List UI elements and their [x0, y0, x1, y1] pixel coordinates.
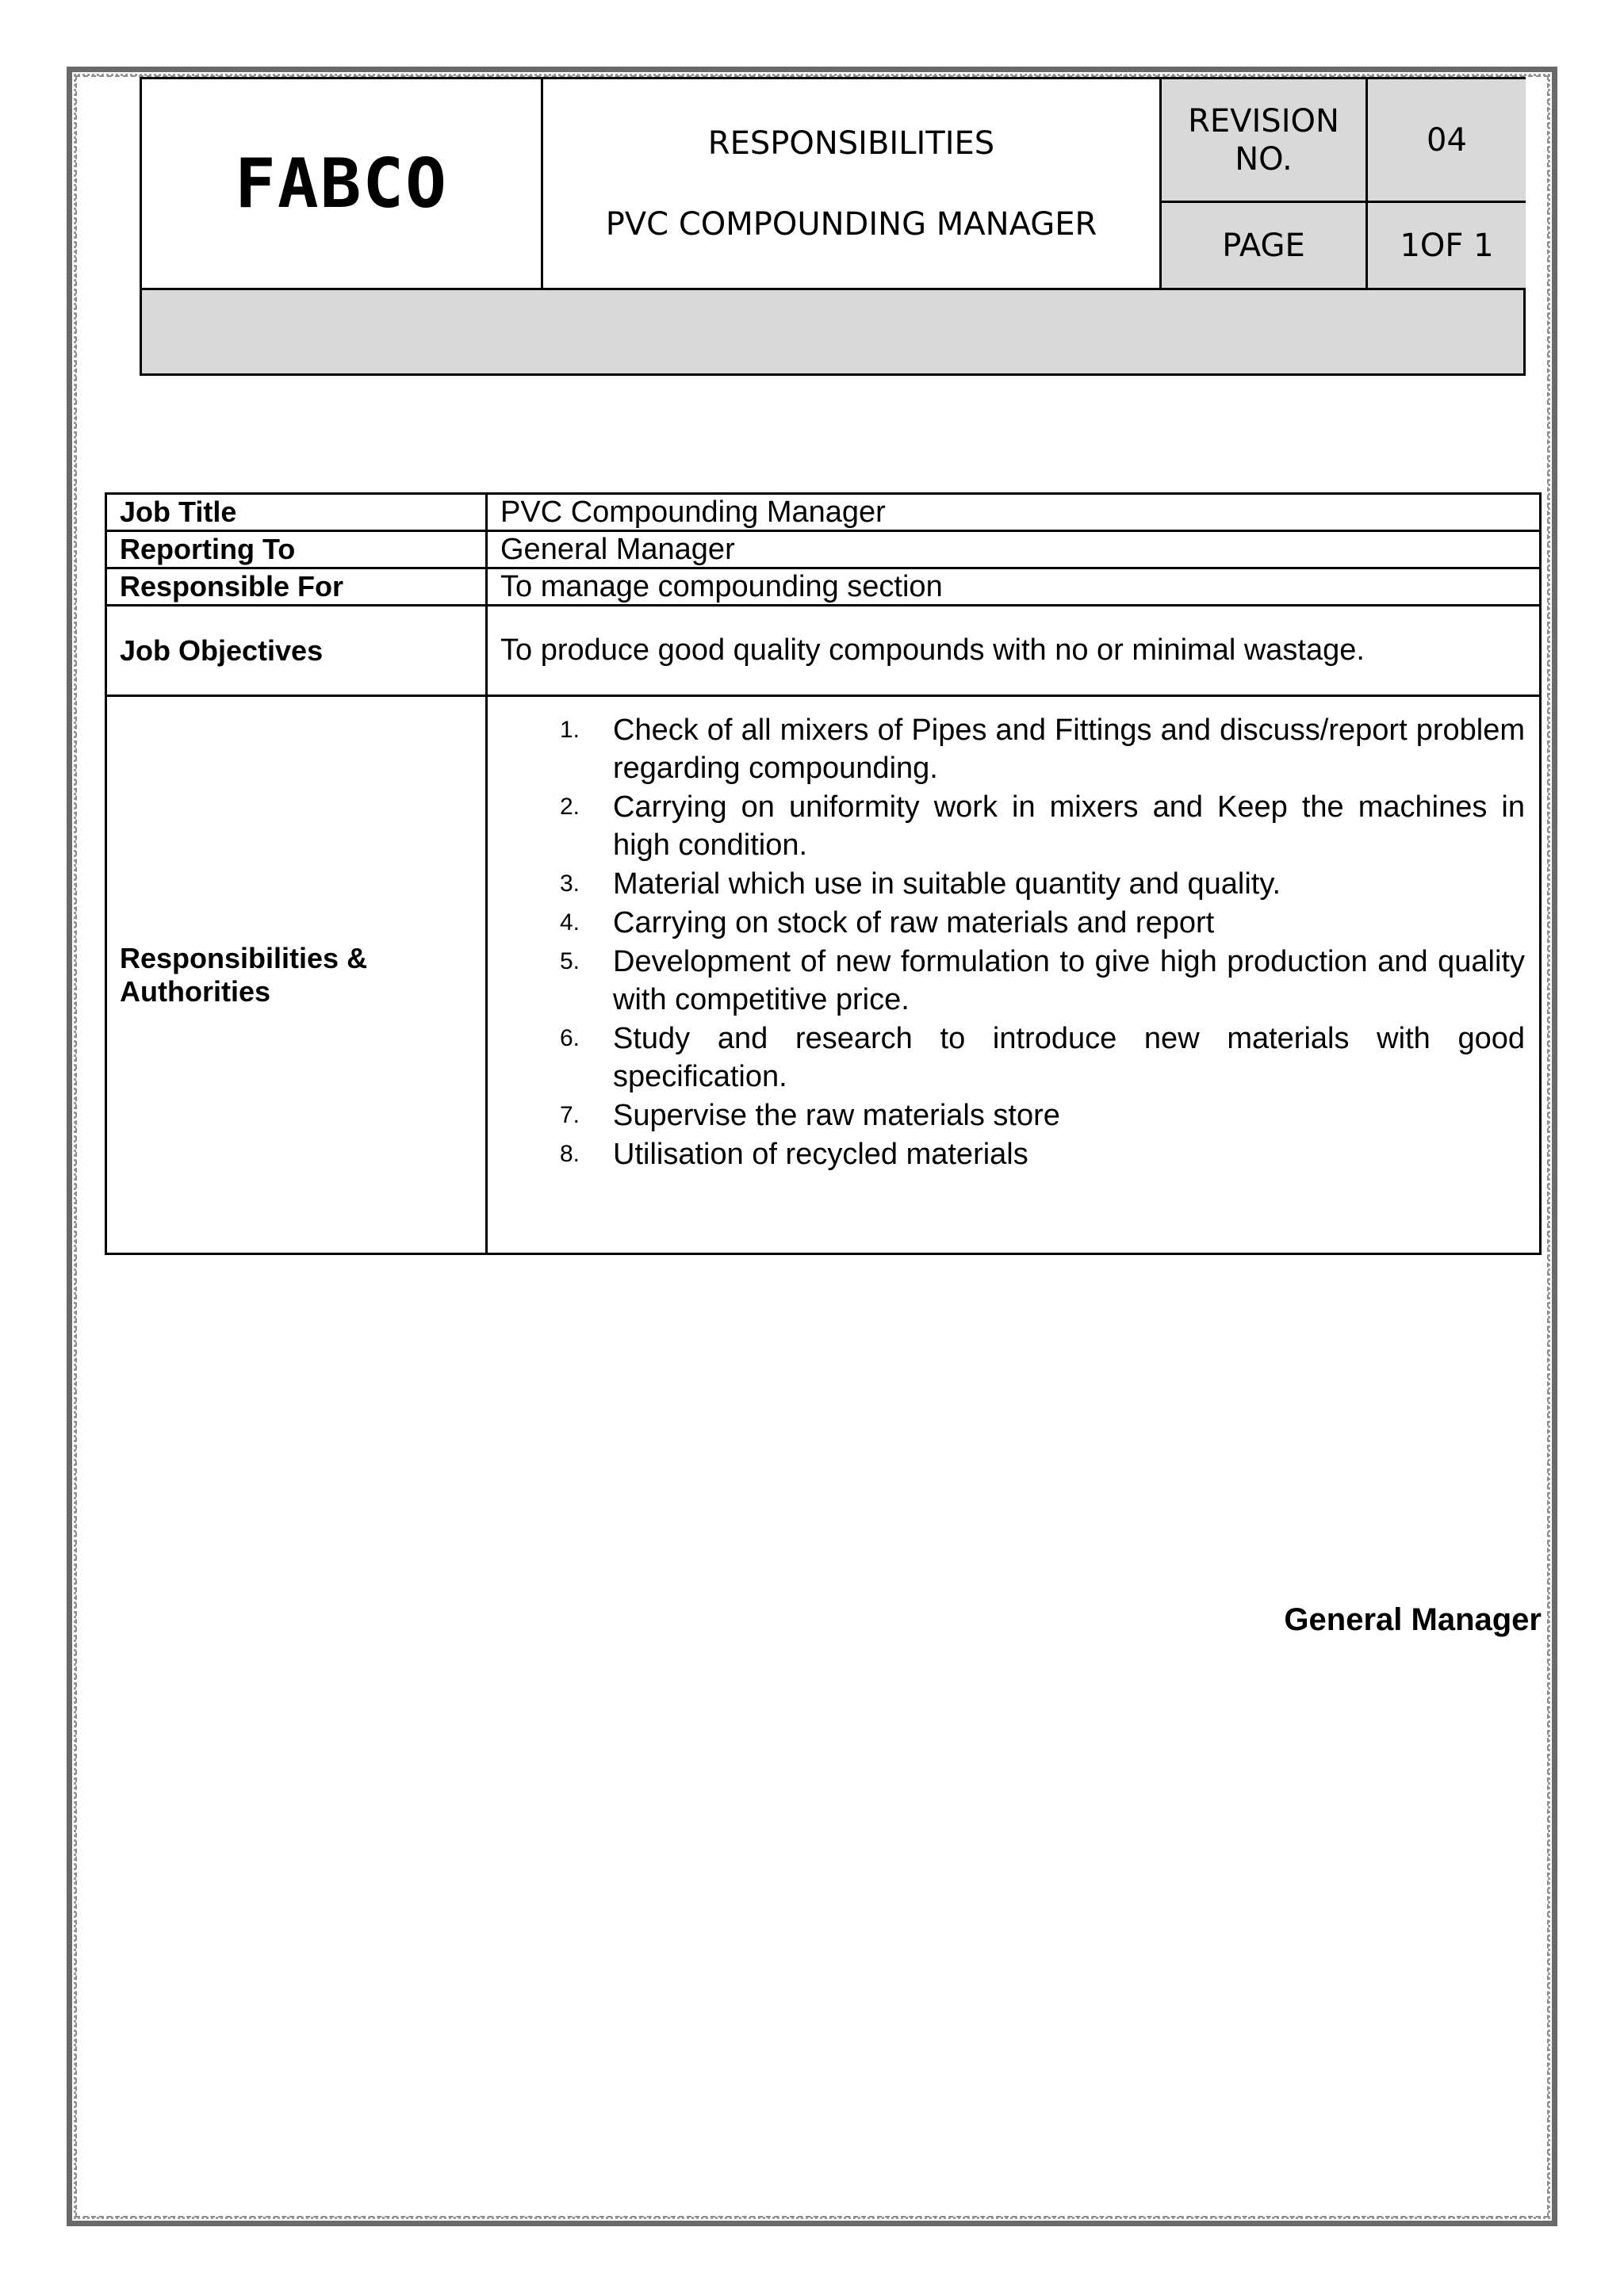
list-item-text: Study and research to introduce new materials with good specification. — [613, 1022, 1525, 1093]
list-item-number: 3. — [560, 871, 580, 897]
document-type: RESPONSIBILITIES — [707, 125, 995, 162]
company-logo-text: FABCO — [142, 79, 543, 288]
page-value: 1OF 1 — [1368, 203, 1526, 288]
job-title-value: PVC Compounding Manager — [487, 494, 1541, 531]
list-item-number: 4. — [560, 909, 580, 936]
list-item-text: Check of all mixers of Pipes and Fittings and discuss/report problem regarding compounding. — [613, 714, 1525, 785]
revision-value: 04 — [1368, 79, 1526, 203]
responsibilities-list — [500, 711, 1525, 1173]
list-item-number: 8. — [560, 1141, 580, 1167]
table-row-responsible-for — [106, 568, 1541, 606]
list-item — [500, 1135, 1525, 1173]
table-row-job-title — [106, 494, 1541, 531]
list-item-text: Carrying on stock of raw materials and report — [613, 906, 1215, 939]
page-label: PAGE — [1162, 203, 1368, 288]
revision-label-text: REVISION NO. — [1188, 102, 1339, 178]
job-objectives-value: To produce good quality compounds with no or minimal wastage. — [487, 606, 1541, 696]
list-item — [500, 1096, 1525, 1135]
responsibilities-cell — [487, 696, 1541, 1254]
list-item-number: 6. — [560, 1025, 580, 1051]
list-item-text: Material which use in suitable quantity and quality. — [613, 867, 1281, 901]
list-item-text: Development of new formulation to give high production and quality with competitive price. — [613, 945, 1525, 1016]
responsible-for-value: To manage compounding section — [487, 568, 1541, 606]
signature-title: General Manager — [1284, 1602, 1542, 1637]
position-title: PVC COMPOUNDING MANAGER — [605, 206, 1097, 243]
job-description-table — [105, 492, 1542, 1255]
responsible-for-label: Responsible For — [106, 568, 487, 606]
responsibilities-label-text: Responsibilities & Authorities — [120, 941, 368, 1008]
responsibilities-label — [106, 696, 487, 1254]
list-item — [500, 943, 1525, 1019]
header-title-cell — [543, 79, 1162, 288]
table-row-job-objectives — [106, 606, 1541, 696]
list-item-number: 7. — [560, 1102, 580, 1128]
reporting-to-value: General Manager — [487, 531, 1541, 568]
list-item — [500, 1020, 1525, 1096]
table-row-reporting-to — [106, 531, 1541, 568]
header-blank-bar — [142, 288, 1523, 373]
list-item-text: Supervise the raw materials store — [613, 1099, 1060, 1132]
reporting-to-label: Reporting To — [106, 531, 487, 568]
list-item-number: 5. — [560, 948, 580, 974]
list-item-text: Carrying on uniformity work in mixers and Keep the machines in high condition. — [613, 790, 1525, 862]
list-item-number: 2. — [560, 794, 580, 820]
list-item — [500, 904, 1525, 942]
list-item — [500, 788, 1525, 864]
job-title-label: Job Title — [106, 494, 487, 531]
list-item — [500, 865, 1525, 903]
list-item-number: 1. — [560, 717, 580, 743]
revision-label — [1162, 79, 1368, 203]
job-objectives-label: Job Objectives — [106, 606, 487, 696]
table-row-responsibilities — [106, 696, 1541, 1254]
document-header — [140, 77, 1526, 376]
list-item-text: Utilisation of recycled materials — [613, 1138, 1028, 1171]
list-item — [500, 711, 1525, 787]
